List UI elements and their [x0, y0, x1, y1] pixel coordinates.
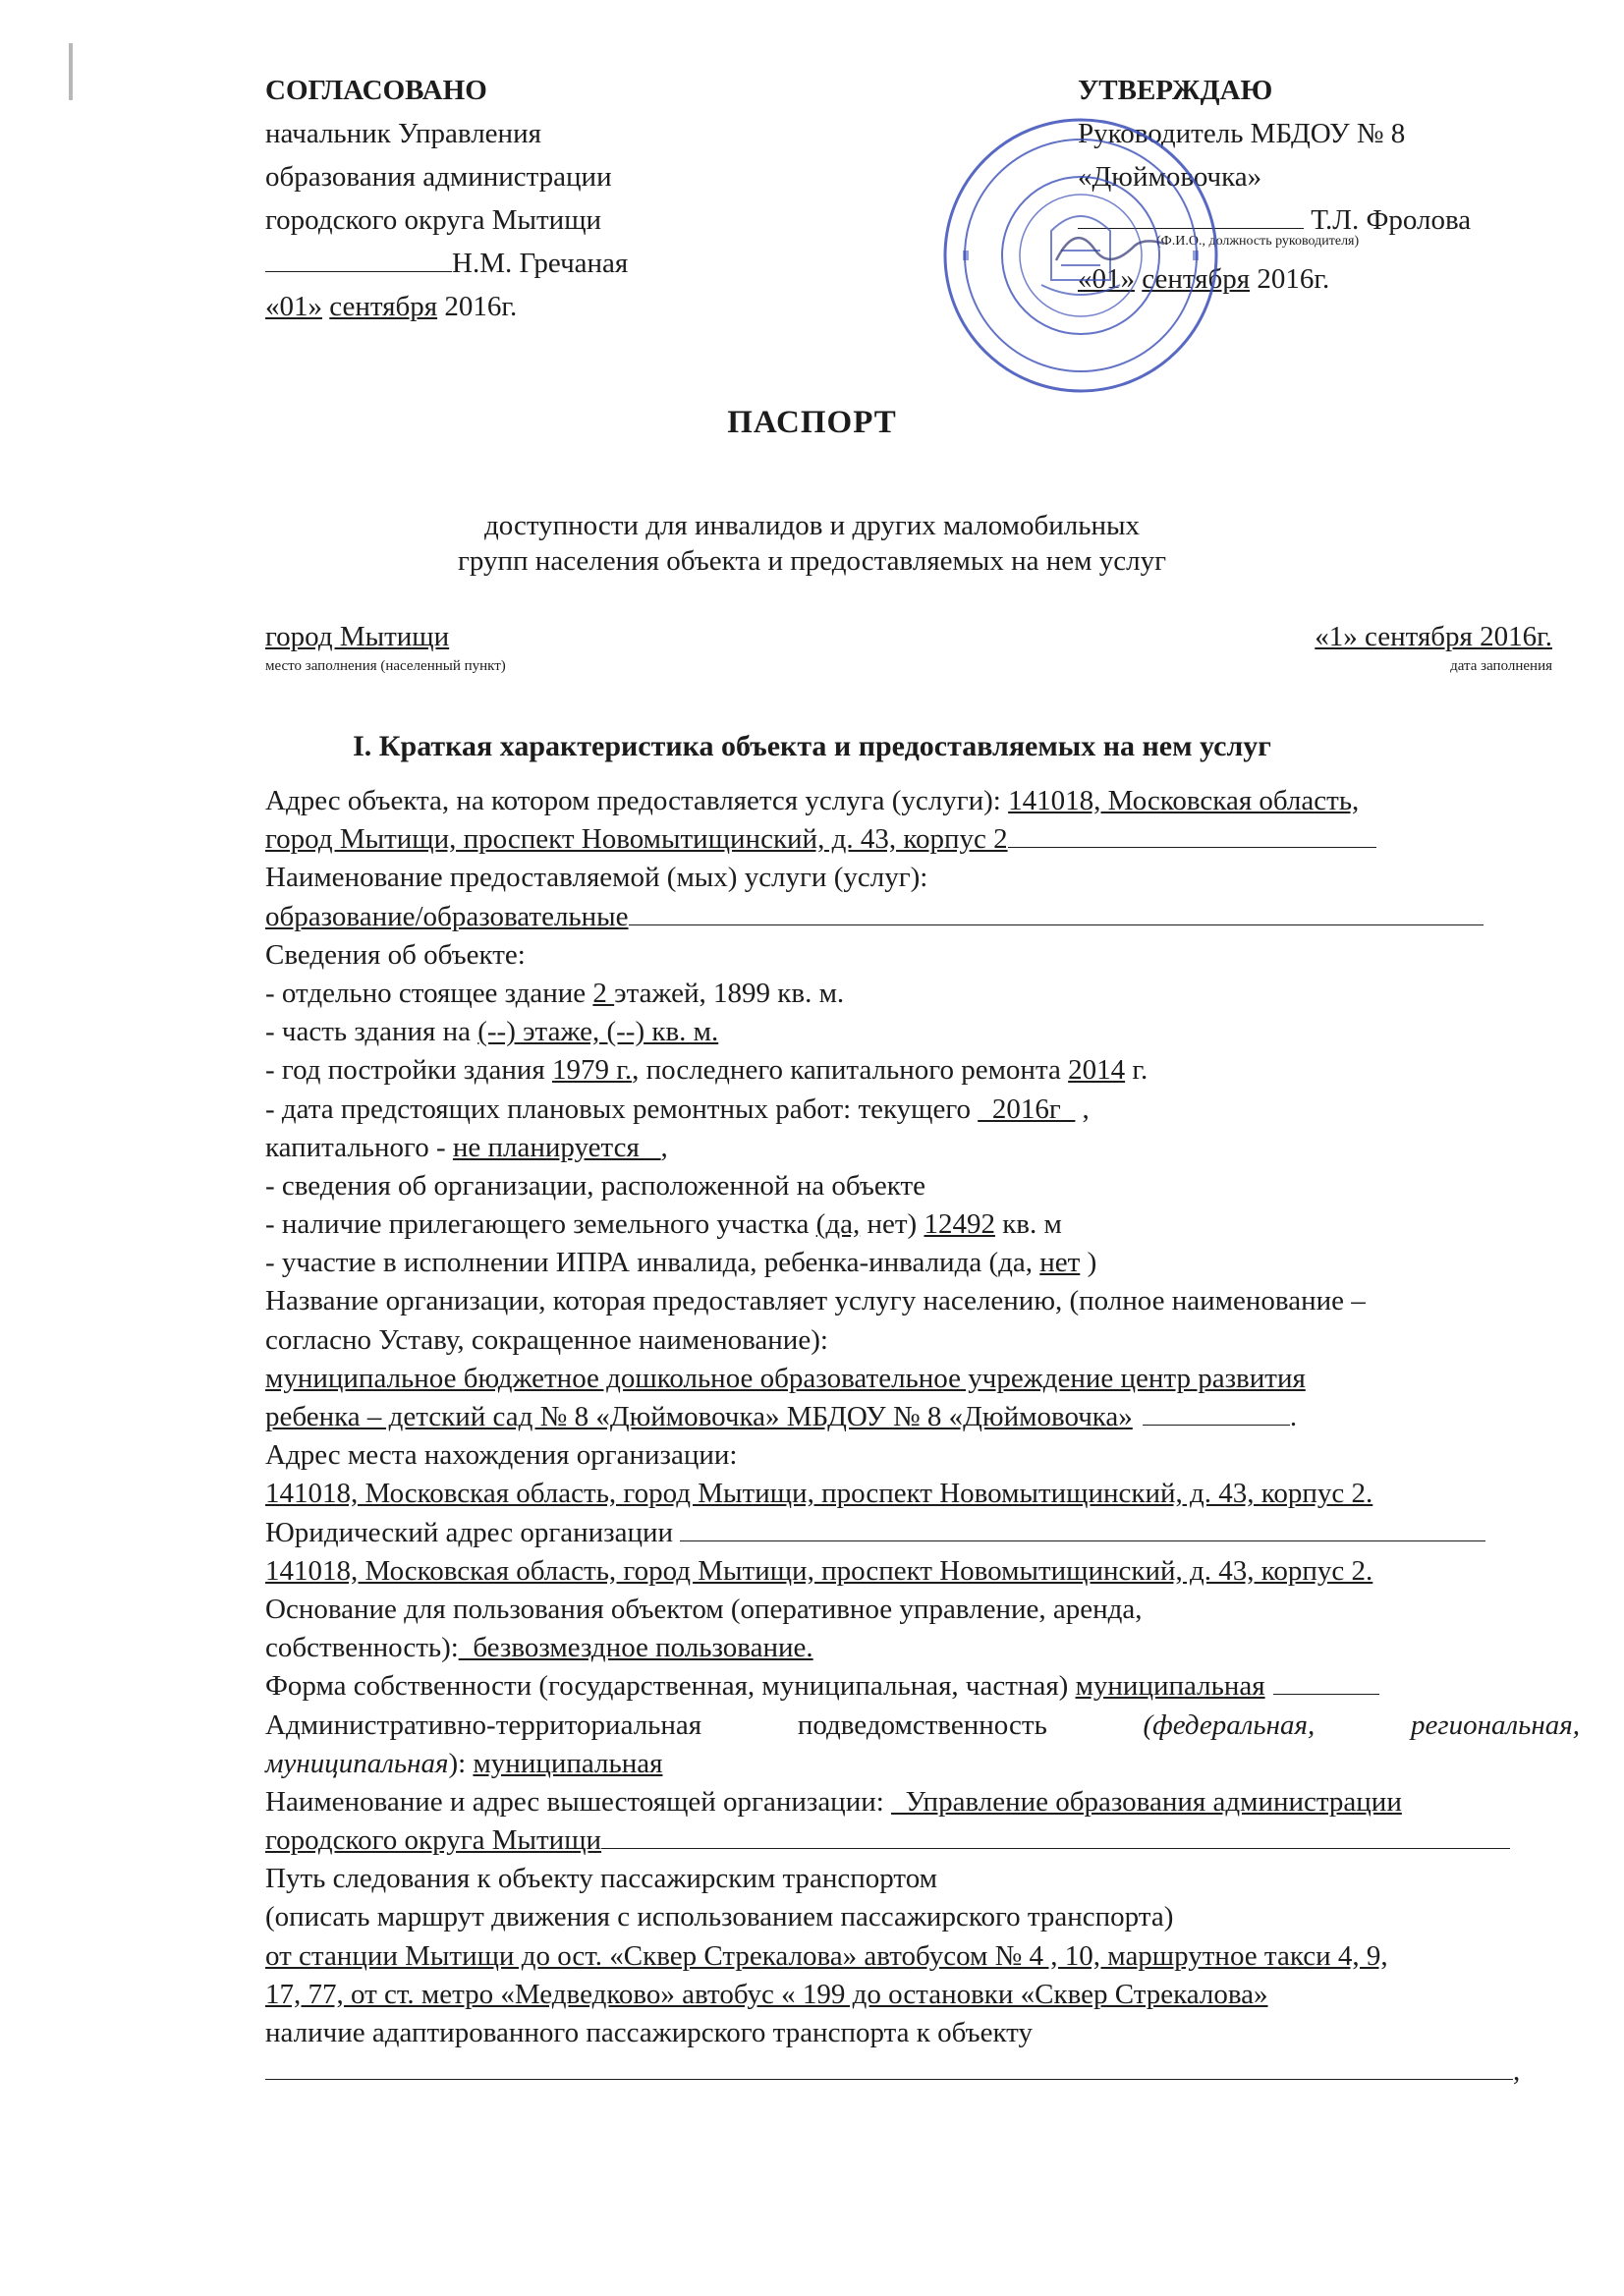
parent-org-line-1 [265, 1783, 1580, 1821]
building-line [265, 975, 1580, 1013]
fill-place-caption: место заполнения (населенный пункт) [265, 658, 506, 674]
blank-line [1273, 1668, 1379, 1695]
repair-year-suffix: г. [1125, 1054, 1148, 1087]
agreed-date-year: 2016г. [444, 291, 518, 322]
agreed-line-3: городского округа Мытищи [265, 204, 602, 236]
admin-label-word-1: Административно-территориальная [265, 1708, 702, 1741]
ownership-line [265, 1667, 1580, 1706]
agreed-line-2: образования администрации [265, 161, 612, 193]
route-value-1: от станции Мытищи до ост. «Сквер Стрекалова» автобусом № 4 , 10, маршрутное такси 4, 9, [265, 1939, 1388, 1972]
org-location-label: Адрес места нахождения организации: [265, 1439, 738, 1472]
admin-option-regional: региональная, [1410, 1708, 1580, 1741]
agreed-line-1: начальник Управления [265, 118, 541, 149]
land-plot-choice: (да, [815, 1208, 861, 1241]
approved-line-1: Руководитель МБДОУ № 8 [1078, 118, 1406, 149]
admin-label-colon: ): [448, 1747, 474, 1779]
agreed-date-month: сентября [329, 291, 438, 322]
parent-org-value-cont: городского округа Мытищи [265, 1824, 602, 1857]
adapted-transport-end: , [1513, 2055, 1521, 2088]
route-label-1: Путь следования к объекту пассажирским транспортом [265, 1863, 937, 1895]
approved-date-year: 2016г. [1257, 263, 1330, 295]
object-address-line-1 [265, 782, 1580, 820]
capital-repair-value: не планируется _ [452, 1131, 661, 1163]
repair-year-value: 2014 [1068, 1054, 1126, 1087]
object-address-value: 141018, Московская область, [1008, 785, 1360, 816]
adapted-transport-label: наличие адаптированного пассажирского транспорта к объекту [265, 2017, 1033, 2048]
building-part-value: (--) этаже, (--) кв. м. [477, 1016, 719, 1048]
legal-address-label: Юридический адрес организации [265, 1516, 681, 1548]
fill-place: город Мытищи [265, 621, 450, 652]
planned-repair-value: _2016г_ [978, 1092, 1076, 1125]
ipra-label: - участие в исполнении ИПРА инвалида, ребенка-инвалида (да, [265, 1247, 1040, 1279]
org-location-value: 141018, Московская область, город Мытищи, проспект Новомытищинский, д. 43, корпус 2. [265, 1478, 1373, 1510]
ipra-suffix: ) [1080, 1247, 1097, 1279]
approved-date-month: сентября [1142, 263, 1251, 295]
ownership-label: Форма собственности (государственная, муниципальная, частная) [265, 1670, 1076, 1703]
adapted-transport-value-line [265, 2052, 1580, 2091]
capital-repair-suffix: , [660, 1131, 668, 1163]
official-seal-stamp [938, 113, 1223, 398]
org-name-value-line-2: ребенка – детский сад № 8 «Дюймовочка» МБДОУ № 8 «Дюймовочка» . [265, 1401, 1298, 1432]
approved-date-day: «01» [1078, 263, 1135, 295]
route-value-2: 17, 77, от ст. метро «Медведково» автобус « 199 до остановки «Сквер Стрекалова» [265, 1978, 1268, 2010]
approved-signer-caption: (Ф.И.О., должность руководителя) [1156, 234, 1360, 249]
planned-repair-suffix: , [1075, 1092, 1090, 1125]
admin-option-federal: (федеральная, [1143, 1708, 1316, 1741]
construction-year-value: 1979 г. [551, 1054, 633, 1087]
usage-basis-label: Основание для пользования объектом (оперативное управление, аренда, [265, 1593, 1143, 1625]
legal-address-line [265, 1514, 1580, 1552]
agreed-heading: СОГЛАСОВАНО [265, 75, 487, 106]
signature-line [265, 244, 452, 272]
planned-repair-line [265, 1091, 1580, 1129]
org-name-value-2: ребенка – детский сад № 8 «Дюймовочка» МБДОУ № 8 «Дюймовочка» [265, 1401, 1133, 1432]
document-body [265, 782, 1580, 2091]
section-heading: I. Краткая характеристика объекта и предоставляемых на нем услуг [353, 730, 1271, 762]
building-area: этажей, 1899 кв. м. [614, 977, 845, 1009]
blank-line [1143, 1399, 1290, 1426]
blank-line [265, 2053, 1513, 2080]
usage-basis-value: _безвозмездное пользование. [458, 1632, 813, 1664]
blank-line [680, 1515, 1485, 1541]
admin-subordination-line-1 [265, 1707, 1580, 1745]
admin-label-word-2: подведомственность [797, 1708, 1047, 1741]
legal-address-value: 141018, Московская область, город Мытищи, проспект Новомытищинский, д. 43, корпус 2. [265, 1554, 1373, 1587]
land-plot-line [265, 1205, 1580, 1244]
service-value-line [265, 898, 1580, 936]
parent-org-line-2 [265, 1821, 1580, 1860]
building-part-label: - часть здания на [265, 1016, 478, 1048]
capital-repair-label: капитального - [265, 1131, 453, 1163]
agreed-signer: Н.М. Гречаная [452, 248, 629, 279]
construction-year-label: - год постройки здания [265, 1054, 552, 1087]
agreed-signature-row [265, 242, 815, 285]
planned-repair-label: - дата предстоящих плановых ремонтных работ: текущего [265, 1092, 979, 1125]
ownership-value: муниципальная [1075, 1670, 1265, 1703]
route-label-2: (описать маршрут движения с использованием пассажирского транспорта) [265, 1901, 1174, 1933]
parent-org-value: _Управление образования администрации [891, 1785, 1402, 1818]
usage-basis-line [265, 1629, 1580, 1667]
org-name-value-1: муниципальное бюджетное дошкольное образовательное учреждение центр развития [265, 1362, 1306, 1394]
scan-artifact [69, 43, 73, 100]
org-info-line: - сведения об организации, расположенной на объекте [265, 1169, 925, 1202]
object-info-label: Сведения об объекте: [265, 938, 526, 971]
approved-signer: Т.Л. Фролова [1311, 204, 1472, 236]
document-subtitle [0, 508, 1624, 579]
org-name-label-2: согласно Уставу, сокращенное наименование): [265, 1323, 828, 1356]
admin-subordination-value: муниципальная [473, 1747, 663, 1779]
approved-heading: УТВЕРЖДАЮ [1078, 75, 1273, 106]
ipra-line [265, 1244, 1580, 1282]
fill-date-caption: дата заполнения [1450, 658, 1552, 674]
agreed-date [265, 285, 815, 328]
parent-org-label: Наименование и адрес вышестоящей организации: [265, 1785, 892, 1818]
subtitle-line-2: групп населения объекта и предоставляемых на нем услуг [458, 545, 1166, 577]
blank-line [629, 899, 1484, 925]
usage-basis-label-2: собственность): [265, 1632, 459, 1664]
construction-year-line [265, 1051, 1580, 1090]
building-part-line [265, 1013, 1580, 1051]
org-name-label-1: Название организации, которая предоставляет услугу населению, (полное наименование – [265, 1285, 1366, 1317]
object-address-value-cont: город Мытищи, проспект Новомытищинский, д. 43, корпус 2 [265, 823, 1008, 856]
land-plot-option: нет) [860, 1208, 924, 1241]
agreed-date-day: «01» [265, 291, 322, 322]
blank-line [1008, 821, 1376, 848]
capital-repair-line [265, 1129, 1580, 1167]
service-label: Наименование предоставляемой (мых) услуги (услуг): [265, 862, 928, 894]
land-plot-unit: кв. м [994, 1208, 1062, 1241]
fill-date: «1» сентября 2016г. [1315, 621, 1552, 652]
ipra-value: нет [1039, 1247, 1081, 1279]
object-address-line-2 [265, 820, 1580, 859]
subtitle-line-1: доступности для инвалидов и других маломобильных [483, 510, 1141, 541]
service-value: образование/образовательные [265, 900, 629, 932]
repair-year-label: , последнего капитального ремонта [632, 1054, 1069, 1087]
land-plot-area: 12492 [924, 1208, 995, 1241]
document-title: ПАСПОРТ [727, 405, 897, 440]
approved-line-2: «Дюймовочка» [1078, 161, 1262, 193]
admin-option-municipal: муниципальная [265, 1747, 449, 1779]
admin-subordination-line-2 [265, 1745, 1580, 1783]
land-plot-label: - наличие прилегающего земельного участка [265, 1208, 816, 1241]
object-address-label: Адрес объекта, на котором предоставляется услуга (услуги): [265, 785, 1009, 816]
blank-line [601, 1822, 1510, 1849]
building-floors: 2 [592, 977, 615, 1009]
approval-block-agreed [265, 69, 815, 328]
building-label: - отдельно стоящее здание [265, 977, 593, 1009]
